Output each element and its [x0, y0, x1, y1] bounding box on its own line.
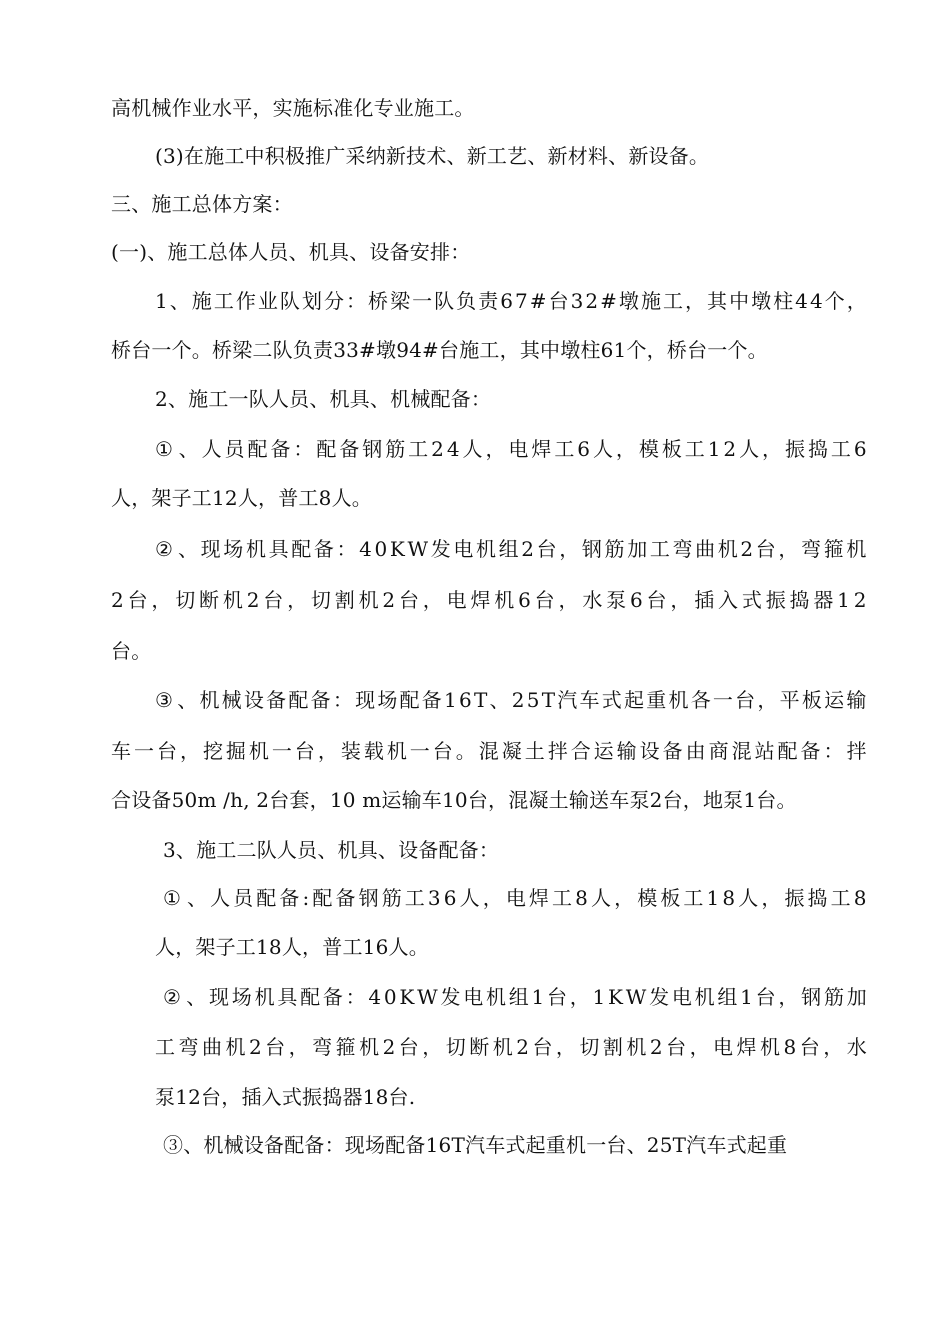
- text-line-18: 人，架子工18人，普工16人。: [155, 935, 429, 959]
- text-line-16: 3、施工二队人员、机具、设备配备：: [163, 838, 500, 862]
- text-line-19: ② 、 现 场 机 具 配 备 ： 4 0 K W 发 电 机 组 1 台 ， 1 K W 发 电 机 组 1 台 ， 钢 筋 加: [163, 985, 867, 1009]
- text-line-12: 台。: [111, 639, 152, 663]
- text-line-22: ③、机械设备配备：现场配备16T汽车式起重机一台、25T汽车式起重: [163, 1133, 788, 1157]
- text-line-13: ③ 、 机 械 设 备 配 备 ： 现 场 配 备 1 6 T 、 2 5 T 汽 车 式 起 重 机 各 一 台 ， 平 板 运 输: [155, 688, 867, 712]
- text-line-15: 合设备50m /h, 2台套，10 m运输车10台，混凝土输送车泵2台，地泵1台。: [111, 788, 797, 812]
- text-line-6: 桥台一个。桥梁二队负责33#墩94#台施工，其中墩柱61个，桥台一个。: [111, 338, 768, 362]
- text-line-10: ② 、 现 场 机 具 配 备 ： 4 0 K W 发 电 机 组 2 台 ， 钢 筋 加 工 弯 曲 机 2 台 ， 弯 箍 机: [155, 537, 867, 561]
- text-line-21: 泵12台，插入式振捣器18台.: [155, 1085, 416, 1109]
- text-line-7: 2、施工一队人员、机具、机械配备：: [155, 387, 492, 411]
- text-line-17: ① 、 人 员 配 备 : 配 备 钢 筋 工 3 6 人 ， 电 焊 工 8 人 ， 模 板 工 1 8 人 ， 振 捣 工 8: [163, 886, 867, 910]
- text-line-1: 高机械作业水平，实施标准化专业施工。: [111, 96, 475, 120]
- text-line-5: 1 、 施 工 作 业 队 划 分 ： 桥 梁 一 队 负 责 6 7 # 台 3 2 # 墩 施 工 ， 其 中 墩 柱 4 4 个 ，: [155, 289, 867, 313]
- text-line-8: ① 、 人 员 配 备 ： 配 备 钢 筋 工 2 4 人 ， 电 焊 工 6 人 ， 模 板 工 1 2 人 ， 振 捣 工 6: [155, 437, 867, 461]
- text-line-2: (3)在施工中积极推广采纳新技术、新工艺、新材料、新设备。: [155, 144, 710, 168]
- text-line-14: 车 一 台 ， 挖 掘 机 一 台 ， 装 载 机 一 台 。 混 凝 土 拌 合 运 输 设 备 由 商 混 站 配 备 ： 拌: [111, 739, 867, 763]
- text-line-11: 2 台 ， 切 断 机 2 台 ， 切 割 机 2 台 ， 电 焊 机 6 台 ， 水 泵 6 台 ， 插 入 式 振 捣 器 1 2: [111, 588, 867, 612]
- text-line-9: 人，架子工12人，普工8人。: [111, 486, 372, 510]
- subsection-heading-1: (一)、施工总体人员、机具、设备安排：: [111, 240, 471, 264]
- text-line-20: 工 弯 曲 机 2 台 ， 弯 箍 机 2 台 ， 切 断 机 2 台 ， 切 割 机 2 台 ， 电 焊 机 8 台 ， 水: [155, 1035, 867, 1059]
- section-heading-3: 三、施工总体方案：: [111, 192, 293, 216]
